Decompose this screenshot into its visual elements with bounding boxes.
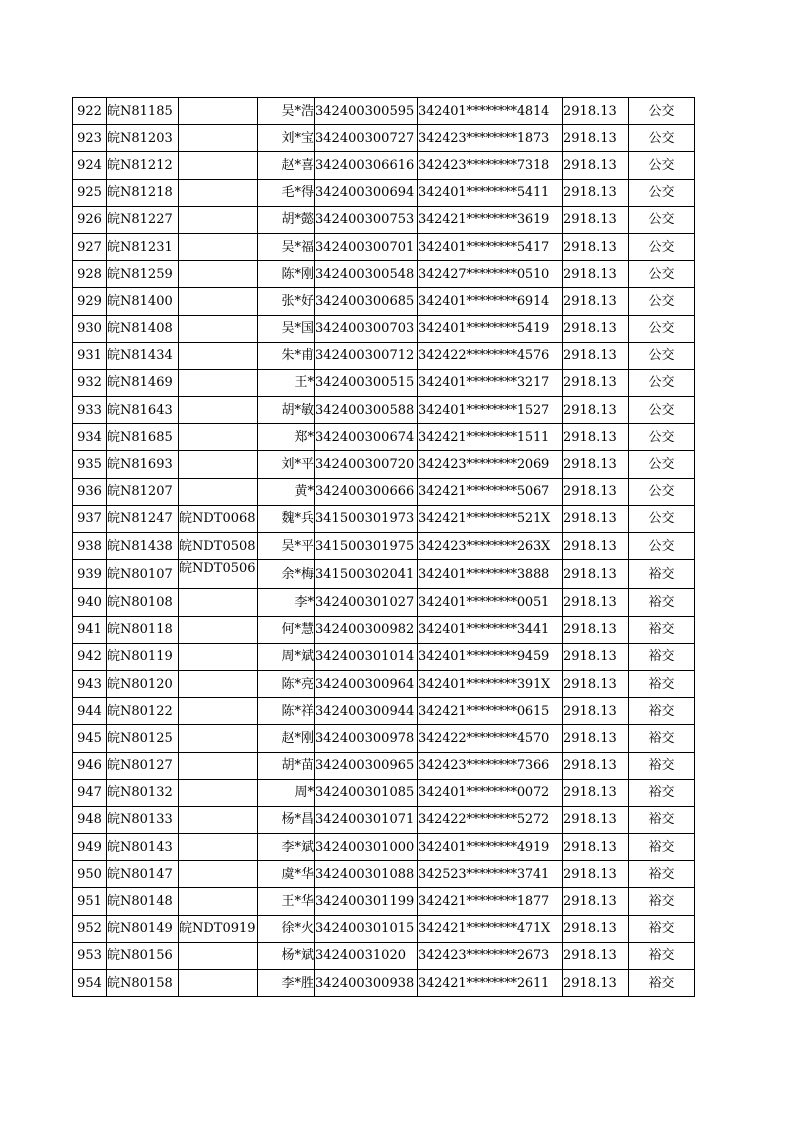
- certificate-number-cell: 342400306616: [315, 152, 418, 179]
- table-row: [73, 970, 695, 997]
- driver-name-cell: 陈*祥: [258, 698, 315, 725]
- certificate-number-cell: 342400301199: [315, 888, 418, 915]
- driver-name-cell: 黄*: [258, 478, 315, 505]
- amount-cell: 2918.13: [563, 915, 629, 942]
- amount-cell: 2918.13: [563, 233, 629, 260]
- table-row: [73, 670, 695, 697]
- amount-cell: 2918.13: [563, 888, 629, 915]
- row-number-cell: 954: [73, 970, 107, 997]
- row-number-cell: 953: [73, 942, 107, 969]
- plate-number-cell: 皖N80108: [107, 589, 179, 616]
- company-cell: 公交: [629, 315, 695, 342]
- row-number-cell: 942: [73, 643, 107, 670]
- id-number-cell: 342401********9459: [418, 643, 563, 670]
- id-number-cell: 342423********2069: [418, 451, 563, 478]
- plate-number-cell: 皖N80149: [107, 915, 179, 942]
- amount-cell: 2918.13: [563, 451, 629, 478]
- amount-cell: 2918.13: [563, 560, 629, 589]
- plate-number-cell: 皖N80120: [107, 670, 179, 697]
- id-number-cell: 342421********1511: [418, 424, 563, 451]
- company-cell: 公交: [629, 288, 695, 315]
- driver-name-cell: 杨*昌: [258, 806, 315, 833]
- table-body: [73, 98, 695, 997]
- row-number-cell: 943: [73, 670, 107, 697]
- table-row: [73, 725, 695, 752]
- driver-name-cell: 魏*兵: [258, 505, 315, 532]
- amount-cell: 2918.13: [563, 342, 629, 369]
- driver-name-cell: 吴*平: [258, 533, 315, 560]
- row-number-cell: 928: [73, 261, 107, 288]
- driver-name-cell: 张*好: [258, 288, 315, 315]
- company-cell: 公交: [629, 369, 695, 396]
- company-cell: 裕交: [629, 942, 695, 969]
- certificate-number-cell: 342400300938: [315, 970, 418, 997]
- plate-number-cell: 皖N81218: [107, 179, 179, 206]
- company-cell: 裕交: [629, 888, 695, 915]
- alt-plate-cell: [179, 369, 258, 396]
- certificate-number-cell: 342400301014: [315, 643, 418, 670]
- certificate-number-cell: 342400300666: [315, 478, 418, 505]
- alt-plate-cell: [179, 451, 258, 478]
- amount-cell: 2918.13: [563, 616, 629, 643]
- table-row: [73, 98, 695, 125]
- plate-number-cell: 皖N81643: [107, 397, 179, 424]
- id-number-cell: 342423********2673: [418, 942, 563, 969]
- certificate-number-cell: 342400300753: [315, 206, 418, 233]
- alt-plate-cell: [179, 424, 258, 451]
- driver-name-cell: 毛*得: [258, 179, 315, 206]
- plate-number-cell: 皖N81685: [107, 424, 179, 451]
- amount-cell: 2918.13: [563, 397, 629, 424]
- amount-cell: 2918.13: [563, 288, 629, 315]
- table-row: [73, 861, 695, 888]
- company-cell: 公交: [629, 233, 695, 260]
- certificate-number-cell: 342400300964: [315, 670, 418, 697]
- table-row: [73, 806, 695, 833]
- driver-name-cell: 周*: [258, 779, 315, 806]
- certificate-number-cell: 342400301015: [315, 915, 418, 942]
- row-number-cell: 947: [73, 779, 107, 806]
- subsidy-table: [72, 97, 695, 997]
- row-number-cell: 933: [73, 397, 107, 424]
- company-cell: 公交: [629, 505, 695, 532]
- plate-number-cell: 皖N80156: [107, 942, 179, 969]
- id-number-cell: 342401********6914: [418, 288, 563, 315]
- table-row: [73, 424, 695, 451]
- row-number-cell: 934: [73, 424, 107, 451]
- company-cell: 公交: [629, 451, 695, 478]
- plate-number-cell: 皖N81212: [107, 152, 179, 179]
- table-row: [73, 369, 695, 396]
- alt-plate-cell: 皖NDT0506: [179, 560, 258, 589]
- amount-cell: 2918.13: [563, 505, 629, 532]
- id-number-cell: 342401********4814: [418, 98, 563, 125]
- id-number-cell: 342422********4570: [418, 725, 563, 752]
- alt-plate-cell: [179, 670, 258, 697]
- alt-plate-cell: 皖NDT0068: [179, 505, 258, 532]
- amount-cell: 2918.13: [563, 779, 629, 806]
- table-row: [73, 834, 695, 861]
- plate-number-cell: 皖N80143: [107, 834, 179, 861]
- amount-cell: 2918.13: [563, 533, 629, 560]
- certificate-number-cell: 342400300595: [315, 98, 418, 125]
- row-number-cell: 922: [73, 98, 107, 125]
- alt-plate-cell: [179, 179, 258, 206]
- row-number-cell: 945: [73, 725, 107, 752]
- certificate-number-cell: 342400301000: [315, 834, 418, 861]
- alt-plate-cell: [179, 261, 258, 288]
- alt-plate-cell: [179, 643, 258, 670]
- plate-number-cell: 皖N80158: [107, 970, 179, 997]
- alt-plate-cell: [179, 861, 258, 888]
- company-cell: 裕交: [629, 616, 695, 643]
- amount-cell: 2918.13: [563, 261, 629, 288]
- plate-number-cell: 皖N81438: [107, 533, 179, 560]
- certificate-number-cell: 341500302041: [315, 560, 418, 589]
- certificate-number-cell: 342400300701: [315, 233, 418, 260]
- id-number-cell: 342401********5417: [418, 233, 563, 260]
- driver-name-cell: 陈*刚: [258, 261, 315, 288]
- certificate-number-cell: 342400300515: [315, 369, 418, 396]
- row-number-cell: 932: [73, 369, 107, 396]
- id-number-cell: 342401********4919: [418, 834, 563, 861]
- company-cell: 裕交: [629, 915, 695, 942]
- id-number-cell: 342401********0051: [418, 589, 563, 616]
- alt-plate-cell: [179, 725, 258, 752]
- plate-number-cell: 皖N80122: [107, 698, 179, 725]
- certificate-number-cell: 34240031020: [315, 942, 418, 969]
- certificate-number-cell: 342400300978: [315, 725, 418, 752]
- driver-name-cell: 吴*国: [258, 315, 315, 342]
- certificate-number-cell: 342400301027: [315, 589, 418, 616]
- driver-name-cell: 徐*火: [258, 915, 315, 942]
- plate-number-cell: 皖N81408: [107, 315, 179, 342]
- table-row: [73, 888, 695, 915]
- table-row: [73, 451, 695, 478]
- row-number-cell: 931: [73, 342, 107, 369]
- plate-number-cell: 皖N81231: [107, 233, 179, 260]
- driver-name-cell: 何*慧: [258, 616, 315, 643]
- row-number-cell: 950: [73, 861, 107, 888]
- amount-cell: 2918.13: [563, 670, 629, 697]
- plate-number-cell: 皖N80127: [107, 752, 179, 779]
- driver-name-cell: 刘*平: [258, 451, 315, 478]
- id-number-cell: 342422********4576: [418, 342, 563, 369]
- id-number-cell: 342422********5272: [418, 806, 563, 833]
- table-row: [73, 643, 695, 670]
- plate-number-cell: 皖N81247: [107, 505, 179, 532]
- company-cell: 裕交: [629, 643, 695, 670]
- driver-name-cell: 胡*敏: [258, 397, 315, 424]
- plate-number-cell: 皖N81469: [107, 369, 179, 396]
- plate-number-cell: 皖N80107: [107, 560, 179, 589]
- company-cell: 公交: [629, 261, 695, 288]
- certificate-number-cell: 342400300965: [315, 752, 418, 779]
- id-number-cell: 342401********5419: [418, 315, 563, 342]
- id-number-cell: 342401********391X: [418, 670, 563, 697]
- row-number-cell: 946: [73, 752, 107, 779]
- row-number-cell: 944: [73, 698, 107, 725]
- table-row: [73, 206, 695, 233]
- plate-number-cell: 皖N81227: [107, 206, 179, 233]
- alt-plate-cell: [179, 342, 258, 369]
- alt-plate-cell: [179, 589, 258, 616]
- company-cell: 公交: [629, 397, 695, 424]
- company-cell: 公交: [629, 152, 695, 179]
- driver-name-cell: 赵*刚: [258, 725, 315, 752]
- row-number-cell: 936: [73, 478, 107, 505]
- id-number-cell: 342523********3741: [418, 861, 563, 888]
- certificate-number-cell: 341500301975: [315, 533, 418, 560]
- plate-number-cell: 皖N81693: [107, 451, 179, 478]
- plate-number-cell: 皖N80132: [107, 779, 179, 806]
- table-row: [73, 505, 695, 532]
- driver-name-cell: 刘*宝: [258, 125, 315, 152]
- id-number-cell: 342423********1873: [418, 125, 563, 152]
- amount-cell: 2918.13: [563, 152, 629, 179]
- table-row: [73, 698, 695, 725]
- alt-plate-cell: [179, 779, 258, 806]
- alt-plate-cell: [179, 942, 258, 969]
- table-row: [73, 779, 695, 806]
- plate-number-cell: 皖N81207: [107, 478, 179, 505]
- certificate-number-cell: 342400300703: [315, 315, 418, 342]
- table-row: [73, 942, 695, 969]
- alt-plate-cell: [179, 125, 258, 152]
- driver-name-cell: 陈*亮: [258, 670, 315, 697]
- driver-name-cell: 郑*: [258, 424, 315, 451]
- id-number-cell: 342401********3217: [418, 369, 563, 396]
- alt-plate-cell: [179, 206, 258, 233]
- certificate-number-cell: 342400300674: [315, 424, 418, 451]
- alt-plate-cell: [179, 478, 258, 505]
- table-row: [73, 397, 695, 424]
- company-cell: 公交: [629, 179, 695, 206]
- alt-plate-cell: [179, 152, 258, 179]
- certificate-number-cell: 342400301071: [315, 806, 418, 833]
- driver-name-cell: 李*斌: [258, 834, 315, 861]
- id-number-cell: 342423********7318: [418, 152, 563, 179]
- id-number-cell: 342423********7366: [418, 752, 563, 779]
- certificate-number-cell: 341500301973: [315, 505, 418, 532]
- row-number-cell: 930: [73, 315, 107, 342]
- row-number-cell: 926: [73, 206, 107, 233]
- table-row: [73, 533, 695, 560]
- certificate-number-cell: 342400300694: [315, 179, 418, 206]
- amount-cell: 2918.13: [563, 179, 629, 206]
- driver-name-cell: 杨*斌: [258, 942, 315, 969]
- amount-cell: 2918.13: [563, 752, 629, 779]
- certificate-number-cell: 342400300548: [315, 261, 418, 288]
- driver-name-cell: 王*华: [258, 888, 315, 915]
- alt-plate-cell: [179, 315, 258, 342]
- table-row: [73, 752, 695, 779]
- amount-cell: 2918.13: [563, 643, 629, 670]
- alt-plate-cell: [179, 616, 258, 643]
- plate-number-cell: 皖N80125: [107, 725, 179, 752]
- table-row: [73, 179, 695, 206]
- row-number-cell: 940: [73, 589, 107, 616]
- plate-number-cell: 皖N81259: [107, 261, 179, 288]
- row-number-cell: 929: [73, 288, 107, 315]
- plate-number-cell: 皖N81203: [107, 125, 179, 152]
- table-row: [73, 152, 695, 179]
- amount-cell: 2918.13: [563, 424, 629, 451]
- id-number-cell: 342401********0072: [418, 779, 563, 806]
- row-number-cell: 938: [73, 533, 107, 560]
- id-number-cell: 342401********3888: [418, 560, 563, 589]
- company-cell: 公交: [629, 342, 695, 369]
- row-number-cell: 948: [73, 806, 107, 833]
- company-cell: 裕交: [629, 589, 695, 616]
- id-number-cell: 342421********471X: [418, 915, 563, 942]
- certificate-number-cell: 342400300588: [315, 397, 418, 424]
- driver-name-cell: 胡*苗: [258, 752, 315, 779]
- id-number-cell: 342421********1877: [418, 888, 563, 915]
- id-number-cell: 342401********5411: [418, 179, 563, 206]
- row-number-cell: 935: [73, 451, 107, 478]
- amount-cell: 2918.13: [563, 942, 629, 969]
- company-cell: 裕交: [629, 861, 695, 888]
- alt-plate-cell: 皖NDT0508: [179, 533, 258, 560]
- row-number-cell: 949: [73, 834, 107, 861]
- driver-name-cell: 余*梅: [258, 560, 315, 589]
- alt-plate-cell: [179, 834, 258, 861]
- table-row: [73, 315, 695, 342]
- driver-name-cell: 周*斌: [258, 643, 315, 670]
- driver-name-cell: 李*胜: [258, 970, 315, 997]
- company-cell: 裕交: [629, 752, 695, 779]
- certificate-number-cell: 342400300727: [315, 125, 418, 152]
- plate-number-cell: 皖N80133: [107, 806, 179, 833]
- plate-number-cell: 皖N81185: [107, 98, 179, 125]
- alt-plate-cell: [179, 752, 258, 779]
- table-row: [73, 589, 695, 616]
- plate-number-cell: 皖N80147: [107, 861, 179, 888]
- amount-cell: 2918.13: [563, 970, 629, 997]
- driver-name-cell: 吴*福: [258, 233, 315, 260]
- amount-cell: 2918.13: [563, 806, 629, 833]
- alt-plate-cell: [179, 888, 258, 915]
- amount-cell: 2918.13: [563, 698, 629, 725]
- certificate-number-cell: 342400301085: [315, 779, 418, 806]
- table-row: [73, 342, 695, 369]
- id-number-cell: 342421********5067: [418, 478, 563, 505]
- plate-number-cell: 皖N80119: [107, 643, 179, 670]
- table-row: [73, 478, 695, 505]
- row-number-cell: 937: [73, 505, 107, 532]
- amount-cell: 2918.13: [563, 315, 629, 342]
- plate-number-cell: 皖N81434: [107, 342, 179, 369]
- row-number-cell: 927: [73, 233, 107, 260]
- row-number-cell: 924: [73, 152, 107, 179]
- row-number-cell: 939: [73, 560, 107, 589]
- certificate-number-cell: 342400300685: [315, 288, 418, 315]
- amount-cell: 2918.13: [563, 834, 629, 861]
- row-number-cell: 923: [73, 125, 107, 152]
- company-cell: 裕交: [629, 560, 695, 589]
- row-number-cell: 951: [73, 888, 107, 915]
- amount-cell: 2918.13: [563, 125, 629, 152]
- amount-cell: 2918.13: [563, 478, 629, 505]
- driver-name-cell: 朱*甫: [258, 342, 315, 369]
- amount-cell: 2918.13: [563, 98, 629, 125]
- driver-name-cell: 李*: [258, 589, 315, 616]
- amount-cell: 2918.13: [563, 861, 629, 888]
- alt-plate-cell: 皖NDT0919: [179, 915, 258, 942]
- table-row: [73, 616, 695, 643]
- alt-plate-cell: [179, 98, 258, 125]
- table-row: [73, 288, 695, 315]
- company-cell: 裕交: [629, 725, 695, 752]
- certificate-number-cell: 342400300944: [315, 698, 418, 725]
- company-cell: 裕交: [629, 806, 695, 833]
- plate-number-cell: 皖N80118: [107, 616, 179, 643]
- row-number-cell: 941: [73, 616, 107, 643]
- company-cell: 裕交: [629, 698, 695, 725]
- company-cell: 公交: [629, 206, 695, 233]
- id-number-cell: 342401********1527: [418, 397, 563, 424]
- driver-name-cell: 虞*华: [258, 861, 315, 888]
- plate-number-cell: 皖N80148: [107, 888, 179, 915]
- alt-plate-cell: [179, 806, 258, 833]
- driver-name-cell: 王*: [258, 369, 315, 396]
- amount-cell: 2918.13: [563, 725, 629, 752]
- alt-plate-cell: [179, 288, 258, 315]
- driver-name-cell: 吴*浩: [258, 98, 315, 125]
- table-row: [73, 261, 695, 288]
- id-number-cell: 342427********0510: [418, 261, 563, 288]
- alt-plate-cell: [179, 233, 258, 260]
- company-cell: 裕交: [629, 670, 695, 697]
- id-number-cell: 342401********3441: [418, 616, 563, 643]
- company-cell: 裕交: [629, 834, 695, 861]
- driver-name-cell: 赵*喜: [258, 152, 315, 179]
- amount-cell: 2918.13: [563, 369, 629, 396]
- driver-name-cell: 胡*懿: [258, 206, 315, 233]
- certificate-number-cell: 342400300712: [315, 342, 418, 369]
- certificate-number-cell: 342400301088: [315, 861, 418, 888]
- alt-plate-cell: [179, 698, 258, 725]
- id-number-cell: 342421********521X: [418, 505, 563, 532]
- id-number-cell: 342421********2611: [418, 970, 563, 997]
- table-row: [73, 560, 695, 589]
- alt-plate-cell: [179, 970, 258, 997]
- table-row: [73, 125, 695, 152]
- plate-number-cell: 皖N81400: [107, 288, 179, 315]
- id-number-cell: 342421********0615: [418, 698, 563, 725]
- company-cell: 裕交: [629, 970, 695, 997]
- alt-plate-cell: [179, 397, 258, 424]
- company-cell: 公交: [629, 424, 695, 451]
- company-cell: 公交: [629, 478, 695, 505]
- company-cell: 公交: [629, 125, 695, 152]
- certificate-number-cell: 342400300720: [315, 451, 418, 478]
- certificate-number-cell: 342400300982: [315, 616, 418, 643]
- amount-cell: 2918.13: [563, 589, 629, 616]
- company-cell: 公交: [629, 533, 695, 560]
- id-number-cell: 342423********263X: [418, 533, 563, 560]
- row-number-cell: 925: [73, 179, 107, 206]
- company-cell: 裕交: [629, 779, 695, 806]
- table-row: [73, 233, 695, 260]
- amount-cell: 2918.13: [563, 206, 629, 233]
- company-cell: 公交: [629, 98, 695, 125]
- id-number-cell: 342421********3619: [418, 206, 563, 233]
- table-row: [73, 915, 695, 942]
- row-number-cell: 952: [73, 915, 107, 942]
